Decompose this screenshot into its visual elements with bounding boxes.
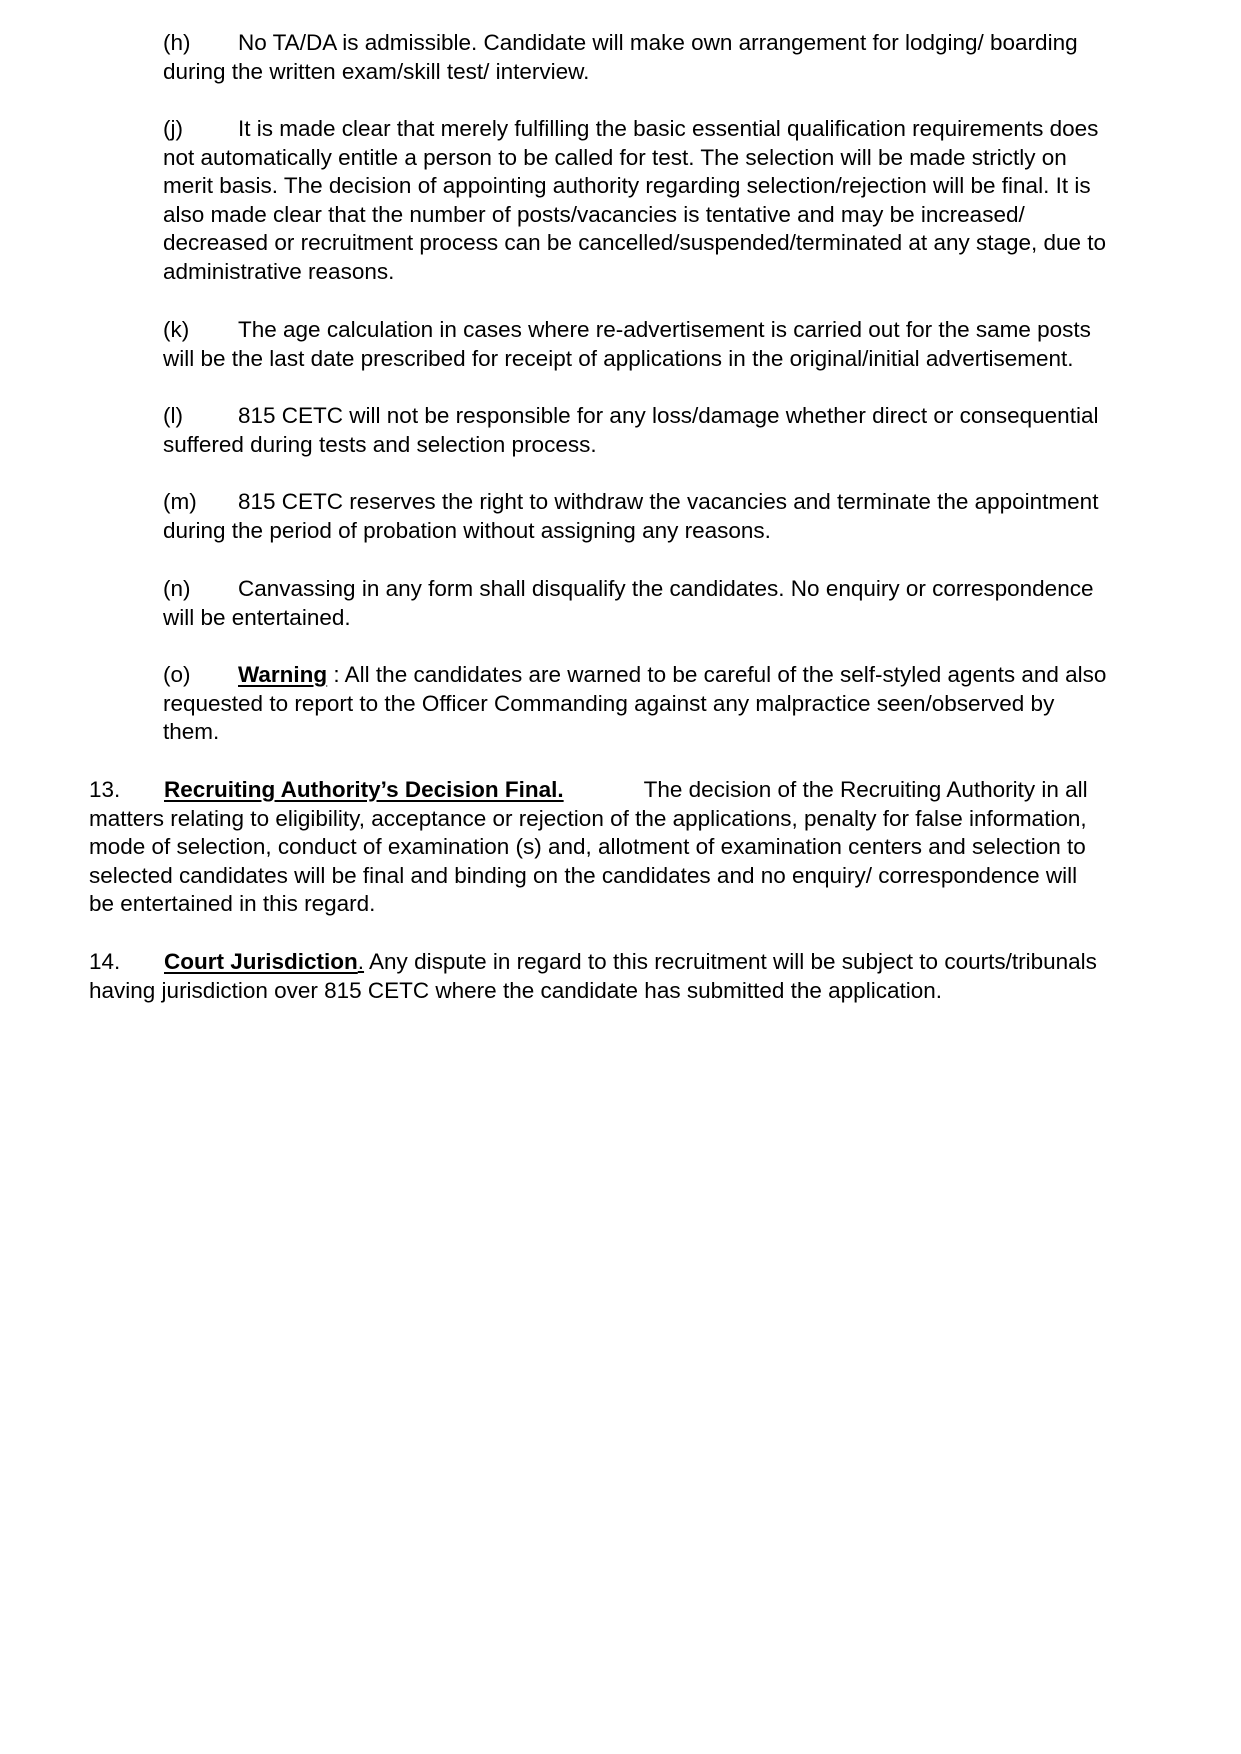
item-label: (o) <box>163 662 191 687</box>
item-k: (k) The age calculation in cases where re-advertisement is carried out for the same posts will be the last date prescribed for receipt of applications in the original/initial advertisement. <box>163 317 1091 371</box>
item-h: (h) No TA/DA is admissible. Candidate will make own arrangement for lodging/ boarding during the written exam/skill test/ interview. <box>163 30 1078 84</box>
section-13: 13. Recruiting Authority’s Decision Final. The decision of the Recruiting Authority in all matters relating to eligibility, acceptance or rejection of the applications, penalty for false information, mode of selection, conduct of examination (s) and, allotment of examination centers and selection to selected candidates will be final and binding on the candidates and no enquiry/ correspondence will be entertained in this regard. <box>89 777 1088 916</box>
section-heading: Court Jurisdiction <box>164 949 358 974</box>
section-14: 14. Court Jurisdiction. Any dispute in regard to this recruitment will be subject to courts/tribunals having jurisdiction over 815 CETC where the candidate has submitted the application. <box>89 949 1097 1003</box>
item-o-warning: (o) Warning : All the candidates are warned to be careful of the self-styled agents and also requested to report to the Officer Commanding against any malpractice seen/observed by them. <box>163 662 1107 744</box>
item-label: (h) <box>163 30 191 55</box>
section-number: 13. <box>89 777 121 802</box>
item-l: (l) 815 CETC will not be responsible for any loss/damage whether direct or consequential suffered during tests and selection process. <box>163 403 1099 457</box>
item-label: (l) <box>163 403 183 428</box>
item-label: (m) <box>163 489 197 514</box>
item-label: (j) <box>163 116 183 141</box>
section-heading: Recruiting Authority’s Decision Final. <box>164 777 564 802</box>
item-label: (k) <box>163 317 190 342</box>
item-n: (n) Canvassing in any form shall disqualify the candidates. No enquiry or correspondence will be entertained. <box>163 576 1094 630</box>
warning-heading: Warning <box>238 662 328 687</box>
item-j: (j) It is made clear that merely fulfilling the basic essential qualification requirements does not automatically entitle a person to be called for test. The selection will be made strictly on merit basis. The decision of appointing authority regarding selection/rejection will be final. It is also made clear that the number of posts/vacancies is tentative and may be increased/ decreased or recruitment process can be cancelled/suspended/terminated at any stage, due to administrative reasons. <box>163 116 1107 284</box>
item-m: (m) 815 CETC reserves the right to withdraw the vacancies and terminate the appointment during the period of probation without assigning any reasons. <box>163 489 1099 543</box>
item-label: (n) <box>163 576 191 601</box>
section-number: 14. <box>89 949 121 974</box>
